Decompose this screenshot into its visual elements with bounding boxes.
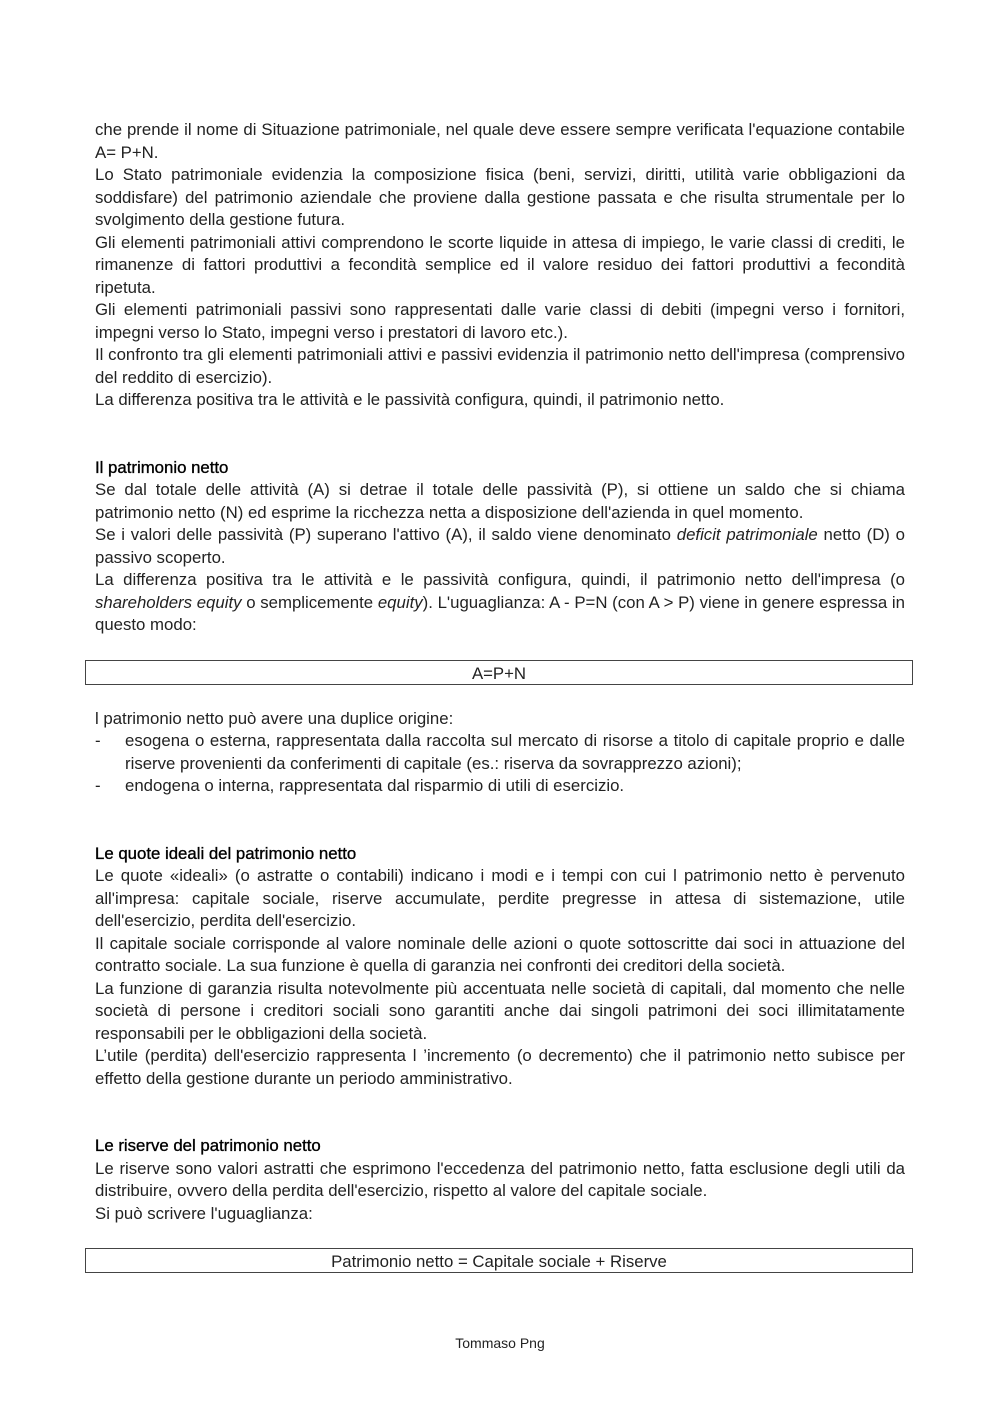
spacer <box>95 685 905 708</box>
list-item: - esogena o esterna, rappresentata dalla raccolta sul mercato di risorse a titolo di capitale proprio e dalle riserve provenienti da conferimenti di capitale (es.: riserva da sovrapprezzo azioni); <box>95 730 905 775</box>
quote-paragraph-2: Il capitale sociale corrisponde al valore nominale delle azioni o quote sottoscritte dai soci in attuazione del contratto sociale. La sua funzione è quella di garanzia nei confronti dei creditori della società. <box>95 933 905 975</box>
quote-paragraph-1: Le quote «ideali» (o astratte o contabili) indicano i modi e i tempi con cui l patrimonio netto è pervenuto all'impresa: capitale sociale, riserve accumulate, perdite pregresse in attesa di sistemazione, utile dell'esercizio, perdita dell'esercizio. <box>95 866 905 930</box>
page-footer-author: Tommaso Png <box>455 1335 545 1351</box>
patrimonio-paragraph-2 <box>95 524 905 569</box>
document-body <box>95 119 905 1273</box>
quote-paragraph-3: La funzione di garanzia risulta notevolmente più accentuata nelle società di capitali, dal momento che nelle società di persone i creditori sociali sono garantiti anche dai singoli patrimoni dei soci illimitatamente responsabili per le obbligazioni della società. <box>95 978 905 1043</box>
emphasis-text: deficit patrimoniale <box>676 525 818 544</box>
quote-paragraph-4: L’utile (perdita) dell'esercizio rappresenta l ’incremento (o decremento) che il patrimonio netto subisce per effetto della gestione durante un periodo amministrativo. <box>95 1046 905 1088</box>
intro-paragraph-1: che prende il nome di Situazione patrimoniale, nel quale deve essere sempre verificata l'equazione contabile A= P+N. <box>95 120 905 162</box>
intro-paragraph-3: Gli elementi patrimoniali attivi comprendono le scorte liquide in attesa di impiego, le varie classi di crediti, le rimanenze di fattori produttivi a fecondità semplice ed il valore residuo dei fattori produttivi a fecondità ripetuta. <box>95 232 905 297</box>
patrimonio-paragraph-3 <box>95 569 905 637</box>
spacer <box>95 1225 905 1248</box>
intro-paragraph-5: Il confronto tra gli elementi patrimoniali attivi e passivi evidenzia il patrimonio netto dell'impresa (comprensivo del reddito di esercizio). <box>95 345 905 387</box>
text-run: o semplicemente <box>241 592 378 612</box>
intro-paragraph-2: Lo Stato patrimoniale evidenzia la composizione fisica (beni, servizi, diritti, utilità varie obbligazioni da soddisfare) del patrimonio aziendale che proviene dalla gestione passata e che risulta strumentale per lo svolgimento della gestione futura. <box>95 165 905 229</box>
origin-list <box>95 730 905 798</box>
emphasis-text: equity <box>377 592 423 612</box>
riserve-paragraph-1: Le riserve sono valori astratti che esprimono l'eccedenza del patrimonio netto, fatta esclusione degli utili da distribuire, ovvero della perdita dell'esercizio, rispetto al valore del capitale sociale. <box>95 1158 905 1200</box>
formula-box-riserve: Patrimonio netto = Capitale sociale + Riserve <box>85 1248 913 1273</box>
text-run: netto (D) o passivo scoperto. <box>95 525 905 567</box>
patrimonio-paragraph-1: Se dal totale delle attività (A) si detrae il totale delle passività (P), si ottiene un saldo che si chiama patrimonio netto (N) ed esprime la ricchezza netta a disposizione dell'azienda in quel momento. <box>95 480 905 522</box>
section-heading-quote-ideali: Le quote ideali del patrimonio netto <box>95 843 357 863</box>
spacer <box>95 798 905 843</box>
intro-paragraph-6: La differenza positiva tra le attività e le passività configura, quindi, il patrimonio netto. <box>95 390 725 409</box>
riserve-paragraph-2: Si può scrivere l'uguaglianza: <box>95 1203 313 1223</box>
formula-box-apn: A=P+N <box>85 660 913 685</box>
spacer <box>95 1090 905 1135</box>
text-run: ). L'uguaglianza: A - P=N (con A > P) viene in genere espressa in questo modo: <box>95 592 905 634</box>
spacer <box>95 637 905 660</box>
text-run: La differenza positiva tra le attività e le passività configura, quindi, il patrimonio netto dell'impresa (o <box>95 570 905 589</box>
patrimonio-paragraph-4: l patrimonio netto può avere una duplice origine: <box>95 708 454 728</box>
emphasis-text: shareholders equity <box>95 592 242 612</box>
text-run: Se i valori delle passività (P) superano l'attivo (A), il saldo viene denominato <box>95 525 677 544</box>
section-heading-patrimonio-netto: Il patrimonio netto <box>95 457 229 477</box>
spacer <box>95 412 905 457</box>
intro-paragraph-4: Gli elementi patrimoniali passivi sono rappresentati dalle varie classi di debiti (impegni verso i fornitori, impegni verso lo Stato, impegni verso i prestatori di lavoro etc.). <box>95 300 905 342</box>
list-item: - endogena o interna, rappresentata dal risparmio di utili di esercizio. <box>95 775 905 798</box>
section-heading-riserve: Le riserve del patrimonio netto <box>95 1136 321 1155</box>
